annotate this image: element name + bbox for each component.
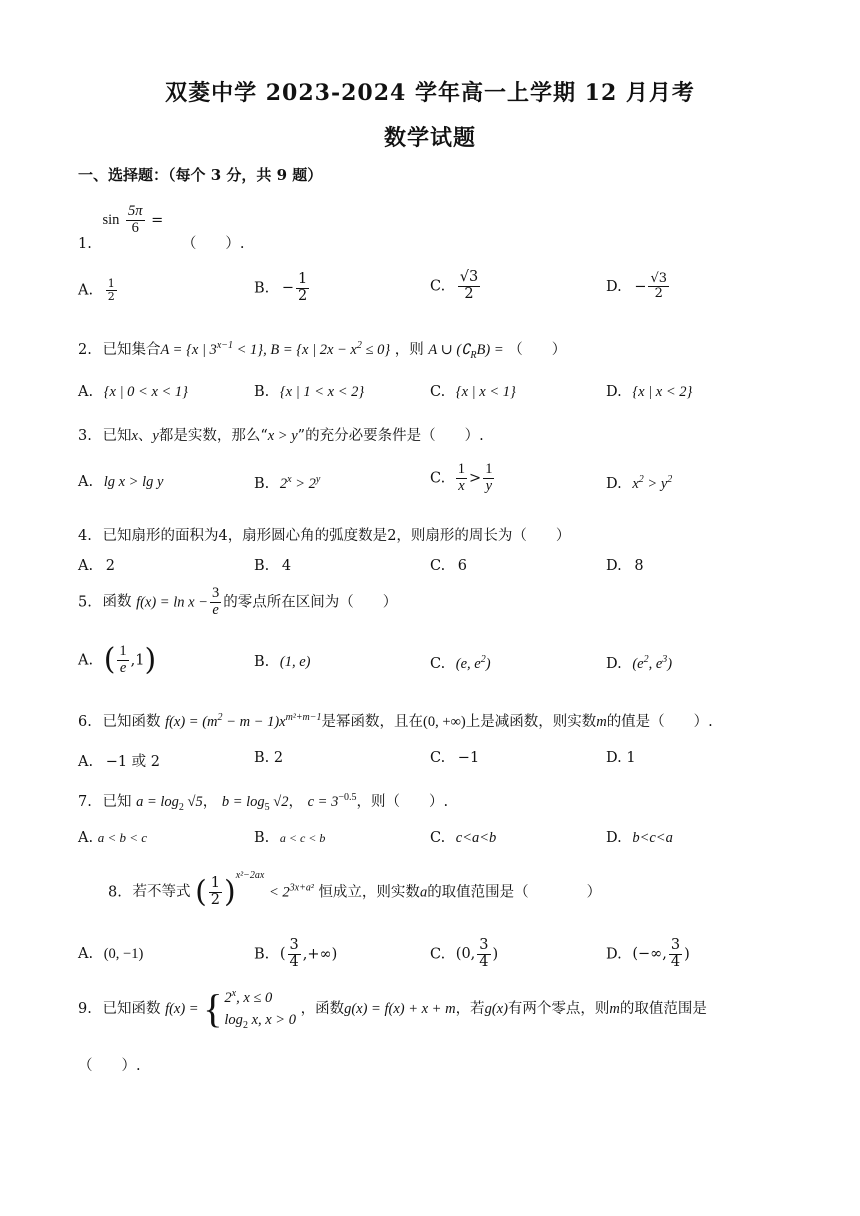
q2-option-b[interactable]: B. {x | 1 < x < 2}	[254, 384, 365, 400]
q7-option-a[interactable]: A. a < b < c	[78, 830, 148, 846]
question-8: 8. 若不等式 ( $\frac{1}{2}$ )$^{x^2-2ax} < 2^{3x+a^2}$ 恒成立，则实数a的取值范围是（ ）	[108, 870, 602, 910]
exam-title: 双菱中学 2023-2024 学年高一上学期 12 月月考	[165, 80, 695, 106]
q6-option-d[interactable]: D. 1	[606, 750, 636, 766]
question-6: 6. 已知函数 $f(x) = (m^2 - m - 1)x^{m^2+m-1}$是幂函数，且在(0, +∞)上是减函数，则实数m的值是（ ）.	[78, 712, 713, 730]
q2-option-c[interactable]: C. {x | x < 1}	[430, 384, 516, 400]
q5-option-b[interactable]: B. (1, e)	[254, 654, 311, 670]
question-9-tail: （ ）.	[78, 1058, 141, 1074]
q6-option-b[interactable]: B. 2	[254, 750, 284, 766]
question-1: 1. sin $\frac{5\pi}{6}$ = （ ）.	[78, 203, 245, 253]
piecewise-function: { 2$^x$, x ≤ 0 $\log_2 x$, x > 0	[203, 986, 296, 1032]
q4-option-b[interactable]: B. 4	[254, 558, 292, 574]
q2-option-d[interactable]: D. {x | x < 2}	[606, 384, 693, 400]
q1-option-a[interactable]: A. $\frac{1}{2}$	[78, 277, 115, 304]
q3-option-a[interactable]: A. lg x > lg y	[78, 474, 164, 490]
q5-option-c[interactable]: C. (e, $e^2$)	[430, 654, 491, 672]
question-9: 9. 已知函数 f(x) = { 2$^x$, x ≤ 0 $\log_2 x$, x > 0 ，函数g(x) = f(x) + x + m，若g(x)有两个零点，则m的取值范围是	[78, 986, 707, 1032]
q8-option-c[interactable]: C. (0, $\frac{3}{4}$ )	[430, 937, 499, 970]
q8-option-a[interactable]: A. (0, −1)	[78, 946, 144, 962]
q6-option-a[interactable]: A. −1 或 2	[78, 754, 161, 770]
q5-option-a[interactable]: A. ( $\frac{1}{e}$ ,1)	[78, 642, 157, 678]
q3-option-b[interactable]: B. $2^x > 2^y$	[254, 474, 321, 492]
q7-option-c[interactable]: C. c<a<b	[430, 830, 497, 846]
q1-option-d[interactable]: D. − $\frac{√3}{2}$	[606, 271, 668, 302]
q7-option-b[interactable]: B. a < c < b	[254, 830, 326, 846]
exam-subtitle: 数学试题	[383, 125, 476, 151]
q2-option-a[interactable]: A. {x | 0 < x < 1}	[78, 384, 188, 400]
question-2: 2. 已知集合A = {x | $3^{x-1} < 1$}, B = {x | $2x - x^2 \le 0$} ，则 A ∪ $(∁_RB)$ = （ ）	[78, 340, 567, 361]
q4-option-c[interactable]: C. 6	[430, 558, 468, 574]
q8-option-b[interactable]: B. ( $\frac{3}{4}$ ,+∞)	[254, 937, 338, 970]
q1-option-b[interactable]: B. − $\frac{1}{2}$	[254, 271, 308, 304]
q8-option-d[interactable]: D. (−∞, $\frac{3}{4}$ )	[606, 937, 690, 970]
q3-option-c[interactable]: C. $\frac{1}{x}$ > $\frac{1}{y}$	[430, 461, 493, 494]
question-3: 3. 已知x、y都是实数，那么“x > y”的充分必要条件是（ ）.	[78, 428, 484, 444]
question-5: 5. 函数 f(x) = ln x − $\frac{3}{e}$ 的零点所在区间为（ ）	[78, 585, 398, 618]
question-7: 7. 已知 $a = \log_2 √5$， $b = \log_5 √2$， $c = 3^{-0.5}$，则（ ）.	[78, 792, 449, 813]
q4-option-a[interactable]: A. 2	[78, 558, 115, 574]
q1-fraction: $\frac{5\pi}{6}$	[127, 203, 143, 236]
q7-option-d[interactable]: D. b<c<a	[606, 830, 673, 846]
q1-option-c[interactable]: C. $\frac{√3}{2}$	[430, 269, 479, 302]
q4-option-d[interactable]: D. 8	[606, 558, 644, 574]
q3-option-d[interactable]: D. $x^2 > y^2$	[606, 474, 673, 492]
q6-option-c[interactable]: C. −1	[430, 750, 480, 766]
q5-option-d[interactable]: D. ($e^2$, $e^3$)	[606, 654, 673, 672]
section-heading: 一、选择题：（每个 3 分，共 9 题）	[78, 166, 323, 184]
question-4: 4. 已知扇形的面积为4，扇形圆心角的弧度数是2，则扇形的周长为（ ）	[78, 528, 571, 544]
